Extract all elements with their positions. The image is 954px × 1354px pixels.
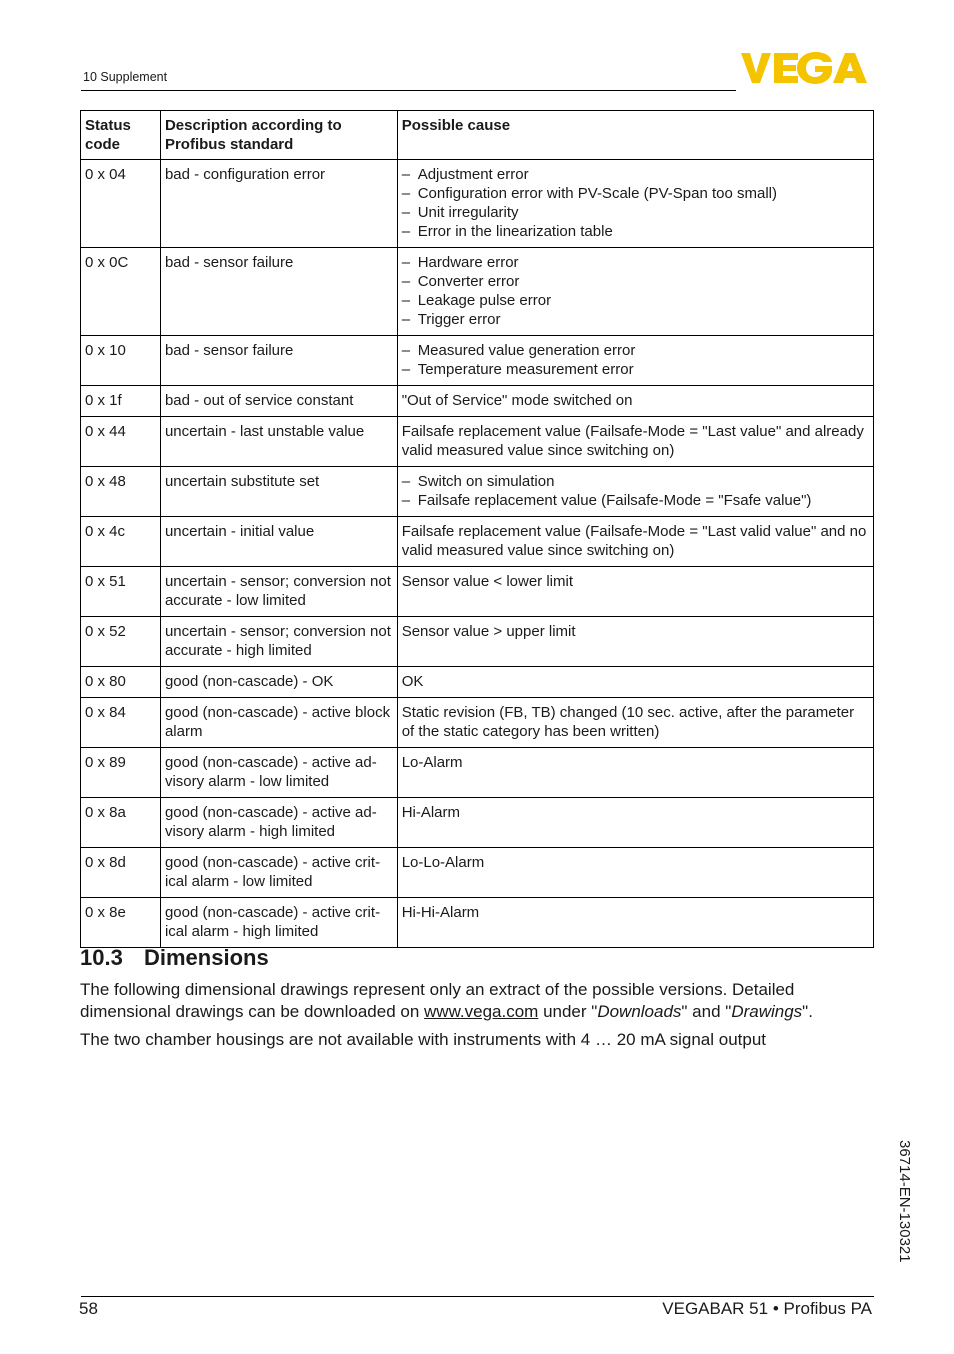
cause-list-item: – Configuration error with PV-Scale (PV-Span too small) xyxy=(401,185,778,202)
possible-cause-cell xyxy=(397,160,873,248)
possible-cause-cell: "Out of Service" mode switched on xyxy=(397,386,873,417)
table-row xyxy=(81,567,874,617)
cause-list-item: – Switch on simulation xyxy=(401,473,555,490)
paragraph-text: under " xyxy=(538,1002,598,1021)
description-cell: bad - sensor failure xyxy=(160,248,397,336)
description-cell: uncertain - last unstable value xyxy=(160,417,397,467)
cause-list-item: – Failsafe replacement value (Failsafe-Mode = "Fsafe value") xyxy=(401,492,812,509)
possible-cause-cell: Failsafe replacement value (Failsafe-Mode = "Last valid value" and no valid measured value since switching on) xyxy=(397,517,873,567)
dimensions-paragraph xyxy=(80,979,880,1023)
paragraph-text: The following dimensional drawings represent only an extract of the possible versions. Detailed dimensional drawings can be downloaded on xyxy=(80,980,795,1021)
cause-list-item: – Temperature measurement error xyxy=(401,361,634,378)
status-code-cell: 0 x 8a xyxy=(81,798,161,848)
table-row xyxy=(81,336,874,386)
cause-list-item: – Measured value generation error xyxy=(401,342,636,359)
possible-cause-cell: Sensor value < lower limit xyxy=(397,567,873,617)
page-number: 58 xyxy=(79,1299,98,1318)
status-code-cell: 0 x 52 xyxy=(81,617,161,667)
table-row xyxy=(81,517,874,567)
possible-cause-cell: Failsafe replacement value (Failsafe-Mode = "Last value" and already valid measured value since switching on) xyxy=(397,417,873,467)
section-title: Dimensions xyxy=(144,945,269,970)
possible-cause-cell: Sensor value > upper limit xyxy=(397,617,873,667)
possible-cause-cell xyxy=(397,467,873,517)
description-cell: good (non-cascade) - active advisory alarm - low limited xyxy=(160,748,397,798)
vega-website-link[interactable]: www.vega.com xyxy=(424,1002,539,1021)
description-cell: bad - configuration error xyxy=(160,160,397,248)
table-row xyxy=(81,417,874,467)
possible-cause-cell: OK xyxy=(397,667,873,698)
paragraph-text: " and " xyxy=(681,1002,732,1021)
description-cell: uncertain - sensor; conversion not accurate - low limited xyxy=(160,567,397,617)
vega-logo xyxy=(741,52,873,84)
status-code-cell: 0 x 51 xyxy=(81,567,161,617)
status-code-cell: 0 x 84 xyxy=(81,698,161,748)
status-code-cell: 0 x 8e xyxy=(81,898,161,948)
description-cell: bad - sensor failure xyxy=(160,336,397,386)
cause-list-item: – Unit irregularity xyxy=(401,204,519,221)
cause-list-item: – Adjustment error xyxy=(401,166,529,183)
description-cell: good (non-cascade) - active block alarm xyxy=(160,698,397,748)
table-row xyxy=(81,667,874,698)
header-status-code: Status code xyxy=(81,111,161,160)
cause-list-item: – Error in the linearization table xyxy=(401,223,613,240)
description-cell: good (non-cascade) - OK xyxy=(160,667,397,698)
table-row xyxy=(81,386,874,417)
status-code-cell: 0 x 4c xyxy=(81,517,161,567)
paragraph-text: ". xyxy=(802,1002,813,1021)
table-row xyxy=(81,617,874,667)
possible-cause-cell xyxy=(397,248,873,336)
section-number: 10.3 xyxy=(80,945,123,970)
status-code-cell: 0 x 8d xyxy=(81,848,161,898)
description-cell: good (non-cascade) - active critical alarm - high limited xyxy=(160,898,397,948)
status-code-cell: 0 x 04 xyxy=(81,160,161,248)
footer-divider xyxy=(81,1296,874,1297)
table-row xyxy=(81,748,874,798)
status-code-table xyxy=(80,110,874,948)
section-label: 10 Supplement xyxy=(83,70,168,84)
table-row xyxy=(81,848,874,898)
housing-note: The two chamber housings are not available with instruments with 4 … 20 mA signal output xyxy=(80,1030,767,1049)
product-name: VEGABAR 51 • Profibus PA xyxy=(662,1299,872,1318)
table-row xyxy=(81,248,874,336)
possible-cause-cell: Hi-Hi-Alarm xyxy=(397,898,873,948)
status-code-cell: 0 x 10 xyxy=(81,336,161,386)
header-description: Description according to Profibus standard xyxy=(160,111,397,160)
description-cell: good (non-cascade) - active critical alarm - low limited xyxy=(160,848,397,898)
cause-list-item: – Converter error xyxy=(401,273,520,290)
document-number xyxy=(893,1140,919,1288)
drawings-term: Drawings xyxy=(731,1002,803,1021)
description-cell: uncertain - sensor; conversion not accurate - high limited xyxy=(160,617,397,667)
table-row xyxy=(81,898,874,948)
table-row xyxy=(81,698,874,748)
status-code-cell: 0 x 48 xyxy=(81,467,161,517)
status-code-cell: 0 x 1f xyxy=(81,386,161,417)
document-number-text: 36714-EN-130321 xyxy=(896,1140,913,1263)
possible-cause-cell: Lo-Lo-Alarm xyxy=(397,848,873,898)
header-divider xyxy=(81,90,736,91)
cause-list-item: – Hardware error xyxy=(401,254,519,271)
possible-cause-cell xyxy=(397,336,873,386)
description-cell: uncertain - initial value xyxy=(160,517,397,567)
header-possible-cause: Possible cause xyxy=(397,111,873,160)
possible-cause-cell: Static revision (FB, TB) changed (10 sec. active, after the parameter of the static category has been written) xyxy=(397,698,873,748)
possible-cause-cell: Hi-Alarm xyxy=(397,798,873,848)
description-cell: good (non-cascade) - active advisory alarm - high limited xyxy=(160,798,397,848)
table-row xyxy=(81,160,874,248)
status-code-cell: 0 x 0C xyxy=(81,248,161,336)
downloads-term: Downloads xyxy=(597,1002,682,1021)
table-header-row xyxy=(81,111,874,160)
status-code-cell: 0 x 44 xyxy=(81,417,161,467)
section-heading xyxy=(80,945,269,971)
status-code-cell: 0 x 80 xyxy=(81,667,161,698)
cause-list-item: – Trigger error xyxy=(401,311,501,328)
status-code-cell: 0 x 89 xyxy=(81,748,161,798)
table-row xyxy=(81,467,874,517)
table-row xyxy=(81,798,874,848)
description-cell: bad - out of service constant xyxy=(160,386,397,417)
cause-list-item: – Leakage pulse error xyxy=(401,292,552,309)
possible-cause-cell: Lo-Alarm xyxy=(397,748,873,798)
description-cell: uncertain substitute set xyxy=(160,467,397,517)
